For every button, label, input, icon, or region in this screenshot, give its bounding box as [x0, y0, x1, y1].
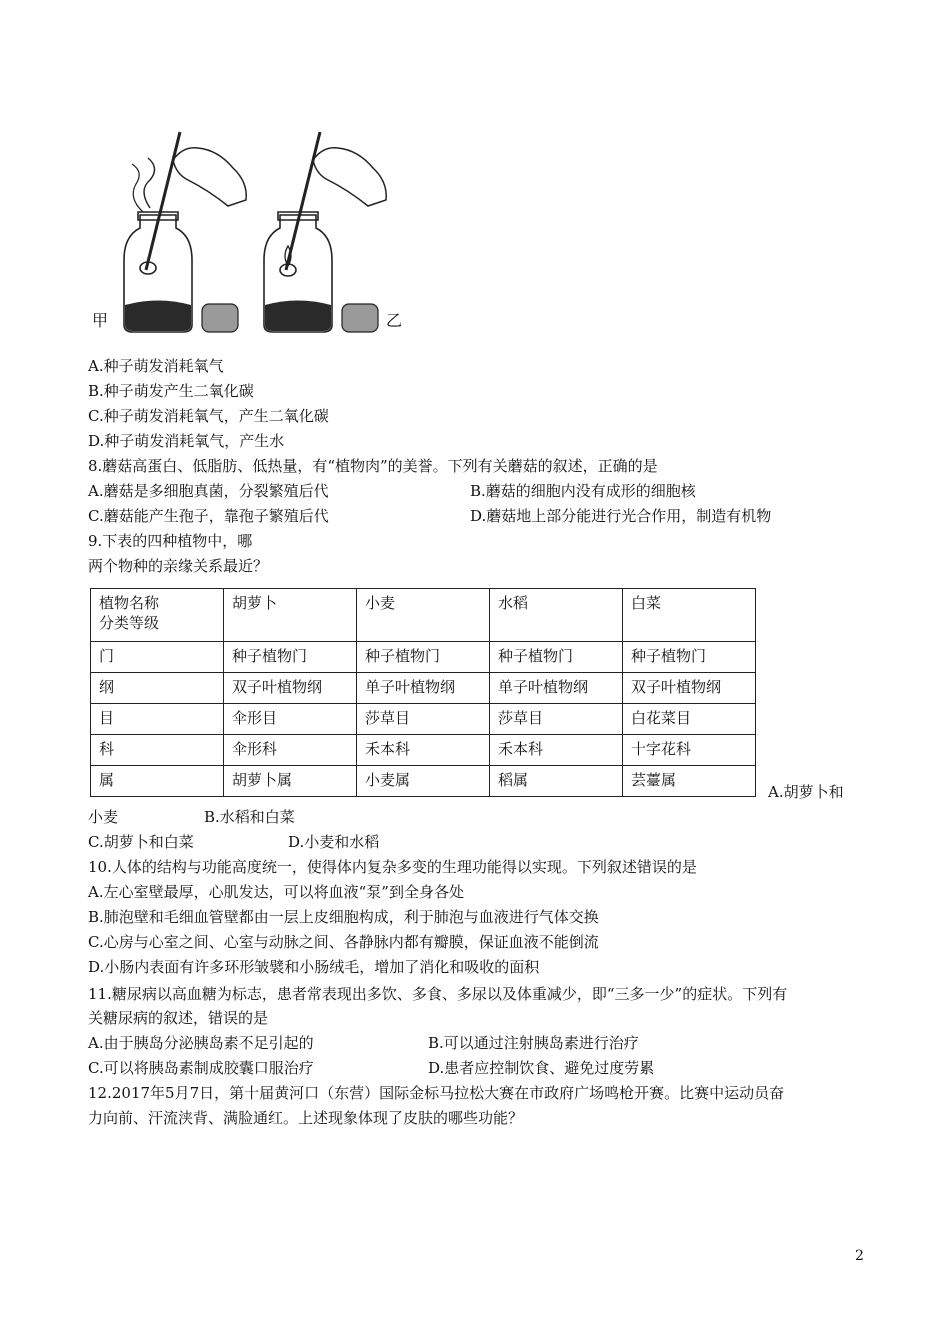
header-rank: 分类等级: [99, 614, 160, 632]
header-plant-name: 植物名称: [99, 594, 160, 612]
table-cell: 目: [91, 704, 224, 735]
table-cell: 莎草目: [490, 704, 623, 735]
q9-option-c: C.胡萝卜和白菜: [88, 833, 194, 851]
table-cell: 胡萝卜属: [224, 766, 357, 797]
q8-stem: 8.蘑菇高蛋白、低脂肪、低热量，有“植物肉”的美誉。下列有关蘑菇的叙述，正确的是: [88, 457, 658, 475]
q11-option-c: C.可以将胰岛素制成胶囊口服治疗: [88, 1059, 314, 1077]
table-row: [91, 704, 756, 735]
table-row: [91, 766, 756, 797]
q10-option-a: A.左心室壁最厚，心肌发达，可以将血液“泵”到全身各处: [88, 883, 464, 901]
q9-option-d: D.小麦和水稻: [288, 833, 380, 851]
table-cell: 双子叶植物纲: [224, 673, 357, 704]
table-cell: 稻属: [490, 766, 623, 797]
q11-stem-line1: 11.糖尿病以高血糖为标志，患者常表现出多饮、多食、多尿以及体重减少，即“三多一少”的症状。下列有: [88, 985, 788, 1003]
table-header-corner: [91, 589, 224, 642]
table-row: [91, 673, 756, 704]
table-header-cell: 水稻: [490, 589, 623, 642]
table-cell: 双子叶植物纲: [623, 673, 756, 704]
label-yi: 乙: [386, 311, 403, 330]
hand-yi: [313, 148, 386, 206]
table-cell: 属: [91, 766, 224, 797]
q9-option-b: B.水稻和白菜: [204, 808, 295, 826]
q8-option-d: D.蘑菇地上部分能进行光合作用，制造有机物: [470, 507, 772, 525]
q7-option-a: A.种子萌发消耗氧气: [88, 357, 224, 375]
q7-option-b: B.种子萌发产生二氧化碳: [88, 382, 254, 400]
q9-stem-line2: 两个物种的亲缘关系最近？: [88, 557, 269, 575]
table-cell: 芸薹属: [623, 766, 756, 797]
hand-jia: [173, 148, 246, 206]
seeds-yi: [265, 301, 331, 332]
table-cell: 伞形目: [224, 704, 357, 735]
table-cell: 种子植物门: [490, 642, 623, 673]
table-row: [91, 642, 756, 673]
table-header-cell: 小麦: [357, 589, 490, 642]
q12-stem-line1: 12.2017年5月7日，第十届黄河口（东营）国际金标马拉松大赛在市政府广场鸣枪开赛。比赛中运动员奋: [88, 1084, 785, 1102]
q7-option-d: D.种子萌发消耗氧气，产生水: [88, 432, 285, 450]
q10-option-d: D.小肠内表面有许多环形皱襞和小肠绒毛，增加了消化和吸收的面积: [88, 958, 540, 976]
table-cell: 禾本科: [490, 735, 623, 766]
experiment-figure: [88, 120, 418, 340]
table-header-cell: 白菜: [623, 589, 756, 642]
q10-option-b: B.肺泡壁和毛细血管壁都由一层上皮细胞构成，利于肺泡与血液进行气体交换: [88, 908, 599, 926]
table-cell: 白花菜目: [623, 704, 756, 735]
q11-option-a: A.由于胰岛分泌胰岛素不足引起的: [88, 1034, 314, 1052]
label-jia: 甲: [92, 311, 109, 330]
q9-stem-line1: 9.下表的四种植物中，哪: [88, 532, 253, 550]
q11-option-d: D.患者应控制饮食、避免过度劳累: [428, 1059, 655, 1077]
table-header-cell: 胡萝卜: [224, 589, 357, 642]
q9-option-a-part2: 小麦: [88, 808, 119, 826]
table-cell: 十字花科: [623, 735, 756, 766]
q10-stem: 10.人体的结构与功能高度统一，使得体内复杂多变的生理功能得以实现。下列叙述错误的是: [88, 858, 697, 876]
table-cell: 种子植物门: [224, 642, 357, 673]
table-cell: 莎草目: [357, 704, 490, 735]
table-cell: 种子植物门: [357, 642, 490, 673]
q11-option-b: B.可以通过注射胰岛素进行治疗: [428, 1034, 639, 1052]
q8-option-b: B.蘑菇的细胞内没有成形的细胞核: [470, 482, 696, 500]
seeds-jia: [125, 301, 191, 332]
table-cell: 单子叶植物纲: [357, 673, 490, 704]
table-cell: 小麦属: [357, 766, 490, 797]
table-header-row: [91, 589, 756, 642]
table-cell: 纲: [91, 673, 224, 704]
q8-option-a: A.蘑菇是多细胞真菌，分裂繁殖后代: [88, 482, 329, 500]
q8-option-c: C.蘑菇能产生孢子，靠孢子繁殖后代: [88, 507, 329, 525]
q7-option-c: C.种子萌发消耗氧气，产生二氧化碳: [88, 407, 329, 425]
cup-jia: [202, 304, 238, 332]
table-cell: 科: [91, 735, 224, 766]
table-cell: 种子植物门: [623, 642, 756, 673]
table-cell: 伞形科: [224, 735, 357, 766]
q9-option-a-part1: A.胡萝卜和: [768, 783, 844, 801]
table-cell: 门: [91, 642, 224, 673]
q12-stem-line2: 力向前、汗流浃背、满脸通红。上述现象体现了皮肤的哪些功能？: [88, 1109, 524, 1127]
table-cell: 禾本科: [357, 735, 490, 766]
cup-yi: [342, 304, 378, 332]
page-number: 2: [855, 1248, 864, 1264]
q11-stem-line2: 关糖尿病的叙述，错误的是: [88, 1009, 269, 1027]
q10-option-c: C.心房与心室之间、心室与动脉之间、各静脉内都有瓣膜，保证血液不能倒流: [88, 933, 599, 951]
table-row: [91, 735, 756, 766]
table-cell: 单子叶植物纲: [490, 673, 623, 704]
classification-table: [90, 588, 756, 797]
